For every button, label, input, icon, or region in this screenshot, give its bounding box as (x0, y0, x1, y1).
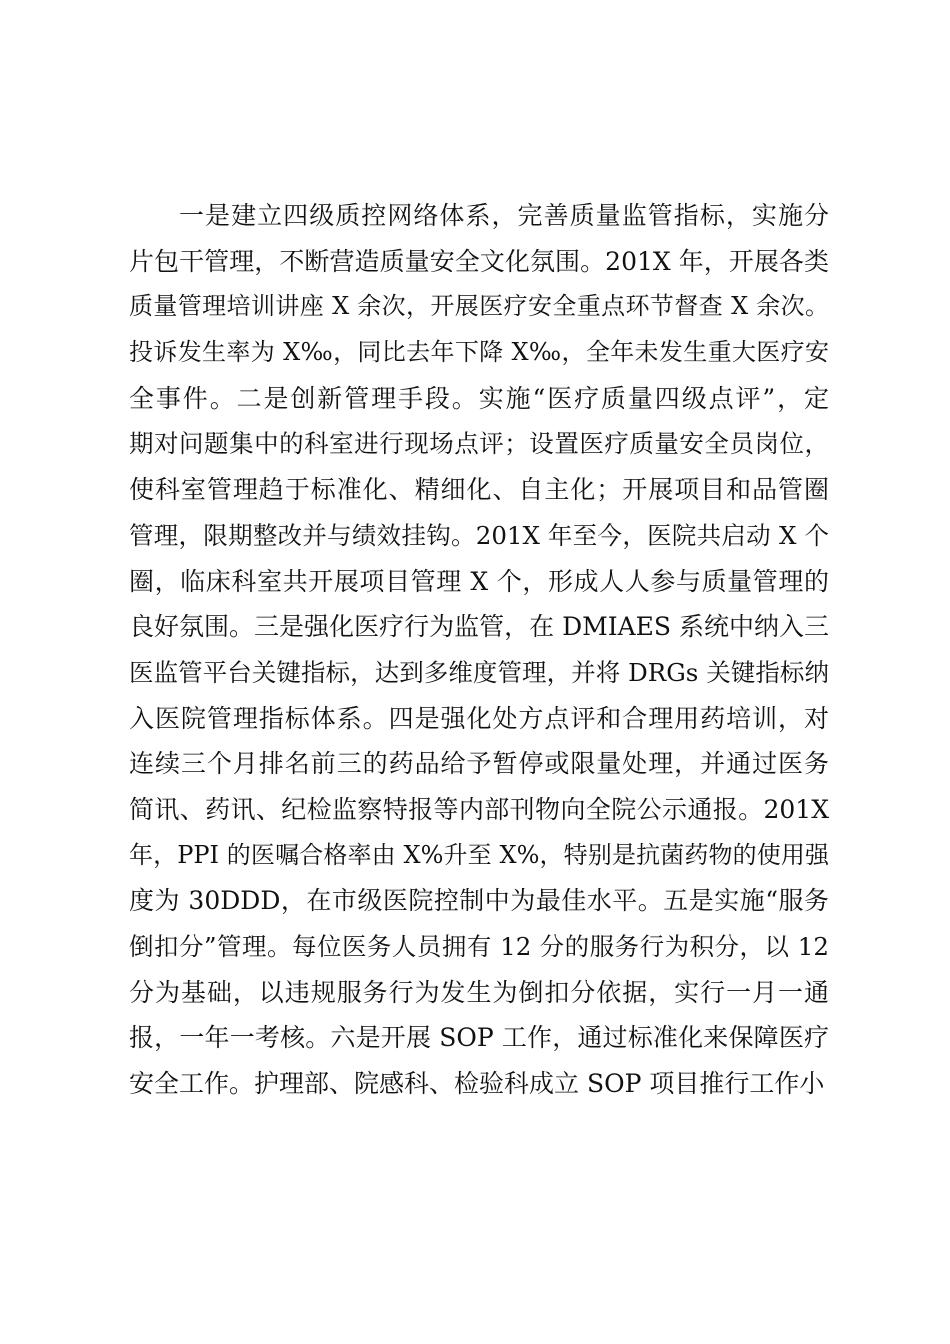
paragraph-line: 片包干管理，不断营造质量安全文化氛围。201X 年，开展各类 (129, 246, 829, 276)
paragraph-line: 报，一年一考核。六是开展 SOP 工作，通过标准化来保障医疗 (129, 1023, 829, 1053)
paragraph-line: 质量管理培训讲座 X 余次，开展医疗安全重点环节督查 X 余次。 (129, 292, 829, 321)
paragraph-line: 年，PPI 的医嘱合格率由 X%升至 X%，特别是抗菌药物的使用强 (129, 840, 829, 869)
paragraph-line: 良好氛围。三是强化医疗行为监管，在 DMIAES 系统中纳入三 (129, 612, 829, 642)
paragraph-line: 管理，限期整改并与绩效挂钩。201X 年至今，医院共启动 X 个 (129, 520, 829, 550)
paragraph-line: 安全工作。护理部、院感科、检验科成立 SOP 项目推行工作小 (129, 1069, 825, 1099)
paragraph-line: 分为基础，以违规服务行为发生为倒扣分依据，实行一月一通 (129, 977, 829, 1007)
paragraph-line: 简讯、药讯、纪检监察特报等内部刊物向全院公示通报。201X (129, 794, 829, 824)
paragraph-line: 期对问题集中的科室进行现场点评；设置医疗质量安全员岗位， (129, 429, 829, 459)
paragraph-line: 一是建立四级质控网络体系，完善质量监管指标，实施分 (179, 201, 829, 230)
body-paragraph (129, 193, 829, 1107)
paragraph-line: 圈，临床科室共开展项目管理 X 个，形成人人参与质量管理的 (129, 566, 829, 596)
paragraph-line: 使科室管理趋于标准化、精细化、自主化；开展项目和品管圈 (129, 475, 829, 505)
paragraph-line: 全事件。二是创新管理手段。实施“医疗质量四级点评”，定 (129, 383, 829, 413)
paragraph-line: 入医院管理指标体系。四是强化处方点评和合理用药培训，对 (129, 703, 829, 733)
paragraph-line: 倒扣分”管理。每位医务人员拥有 12 分的服务行为积分，以 12 (129, 932, 829, 961)
paragraph-line: 投诉发生率为 X‰，同比去年下降 X‰，全年未发生重大医疗安 (129, 338, 829, 367)
paragraph-line: 医监管平台关键指标，达到多维度管理，并将 DRGs 关键指标纳 (129, 657, 829, 687)
paragraph-line: 连续三个月排名前三的药品给予暂停或限量处理，并通过医务 (129, 749, 829, 779)
paragraph-line: 度为 30DDD，在市级医院控制中为最佳水平。五是实施“服务 (129, 886, 829, 916)
